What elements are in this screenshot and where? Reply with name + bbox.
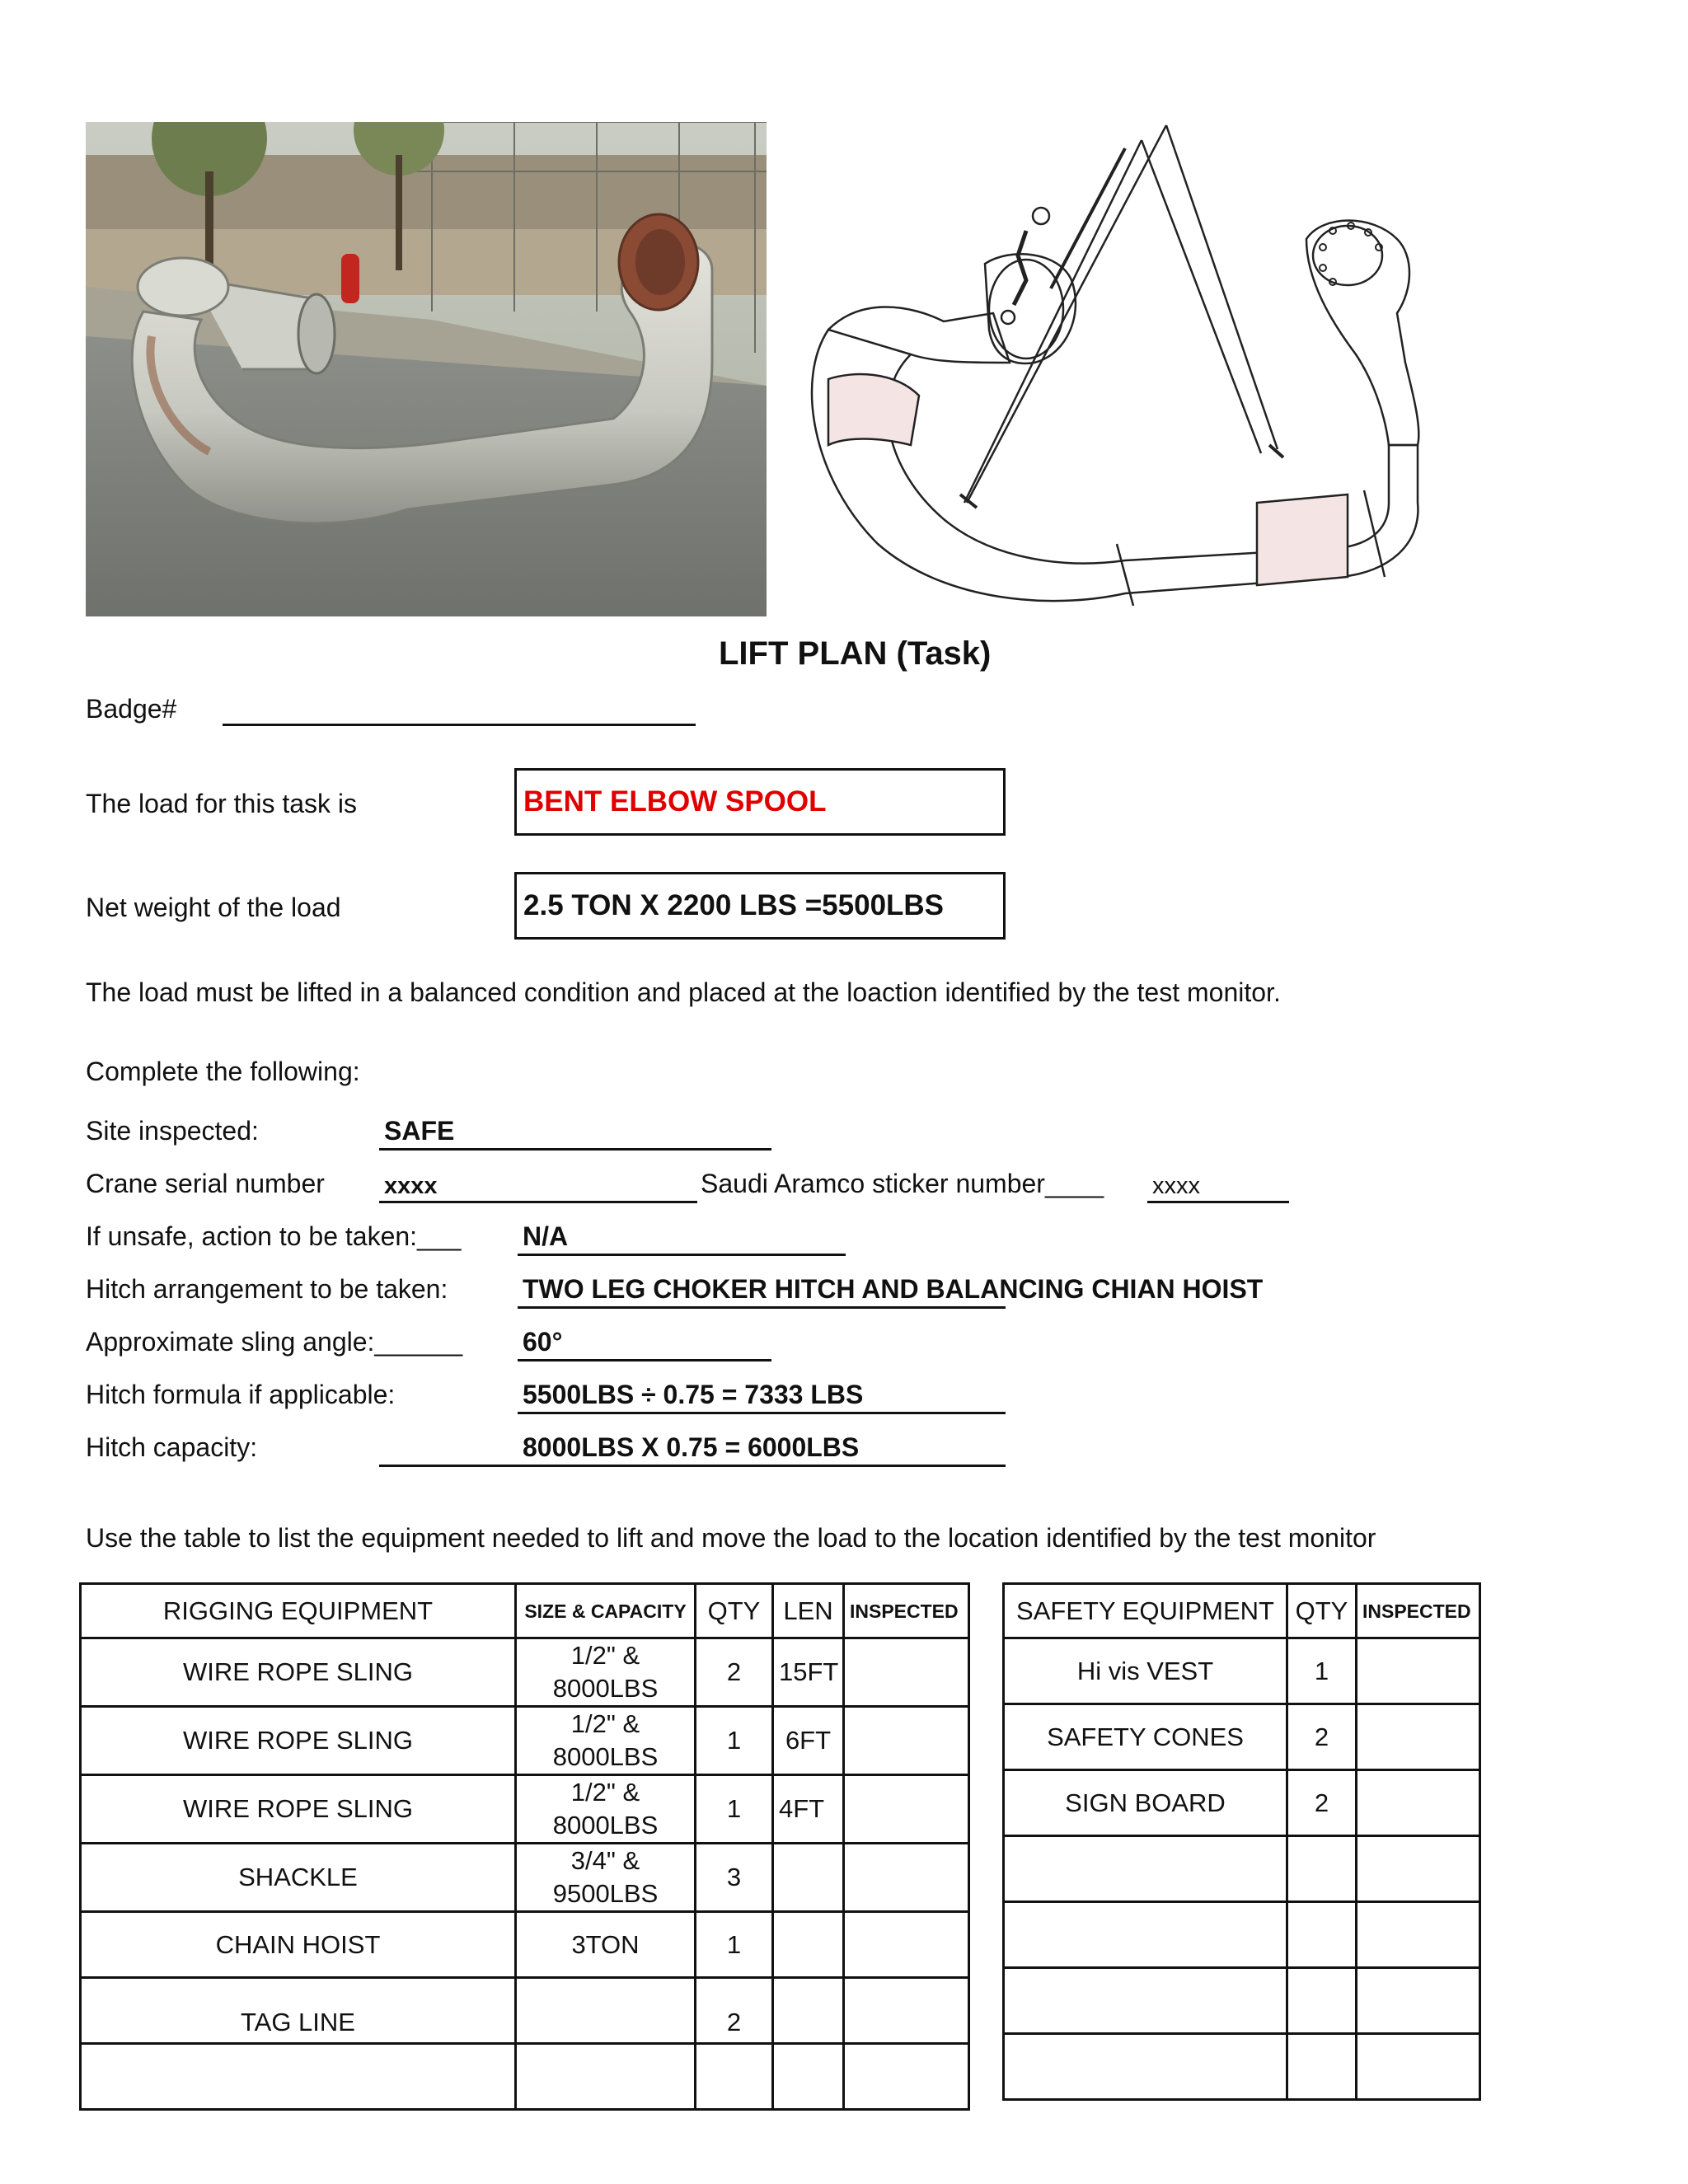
table-instruction: Use the table to list the equipment needed to lift and move the load to the location identified by the test monitor [86,1523,1376,1553]
load-label: The load for this task is [86,789,358,818]
table-row [81,2044,969,2110]
table-row [1004,1638,1480,1704]
rigging-inspected[interactable] [844,1912,969,1978]
table-row [1004,1770,1480,1836]
table-row [81,1638,969,1707]
rigging-len[interactable] [773,2044,844,2110]
rigging-size[interactable] [516,2044,696,2110]
crane-serial-value: xxxx [384,1173,438,1199]
safety-qty[interactable] [1287,1836,1357,1902]
net-weight-value-box[interactable]: 2.5 TON X 2200 LBS =5500LBS [514,872,1006,940]
hitch-formula-field[interactable] [518,1412,1006,1414]
sticker-label: Saudi Aramco sticker number____ [701,1169,1104,1198]
rigging-size[interactable] [516,1707,696,1775]
rigging-item[interactable]: CHAIN HOIST [81,1912,516,1978]
load-value-box[interactable]: BENT ELBOW SPOOL [514,768,1006,836]
sling-angle-label: Approximate sling angle:______ [86,1327,463,1357]
safety-qty[interactable]: 2 [1287,1770,1357,1836]
rigging-len[interactable] [773,1844,844,1912]
safety-header-row [1004,1584,1480,1638]
rigging-header-item: RIGGING EQUIPMENT [81,1584,516,1638]
rigging-size-line: 1/2" & [570,1709,640,1738]
site-inspected-label: Site inspected: [86,1116,259,1146]
rigging-size[interactable] [516,1978,696,2044]
rigging-qty[interactable] [696,2044,773,2110]
safety-qty[interactable]: 1 [1287,1638,1357,1704]
table-row [81,1912,969,1978]
safety-qty[interactable] [1287,2034,1357,2100]
load-photo [86,122,767,616]
safety-inspected[interactable] [1357,1902,1480,1968]
safety-qty[interactable] [1287,1968,1357,2034]
table-row [81,1707,969,1775]
safety-inspected[interactable] [1357,1704,1480,1770]
safety-qty[interactable] [1287,1902,1357,1968]
rigging-qty[interactable]: 2 [696,1978,773,2044]
rigging-size[interactable]: 3TON [516,1912,696,1978]
site-inspected-value: SAFE [384,1116,455,1146]
safety-inspected[interactable] [1357,1638,1480,1704]
pipe-photo-image [86,122,767,616]
hitch-arrangement-label: Hitch arrangement to be taken: [86,1274,448,1304]
unsafe-action-value: N/A [523,1221,569,1251]
safety-item[interactable] [1004,1836,1287,1902]
safety-header-inspected: INSPECTED [1357,1584,1480,1638]
hitch-formula-label: Hitch formula if applicable: [86,1380,396,1409]
safety-inspected[interactable] [1357,1770,1480,1836]
badge-field[interactable] [223,724,696,726]
rigging-inspected[interactable] [844,1707,969,1775]
rigging-item[interactable] [81,2044,516,2110]
safety-inspected[interactable] [1357,2034,1480,2100]
site-inspected-field[interactable] [379,1148,771,1151]
rigging-inspected[interactable] [844,2044,969,2110]
table-row [1004,1968,1480,2034]
unsafe-action-label: If unsafe, action to be taken:___ [86,1221,462,1251]
crane-serial-label: Crane serial number [86,1169,325,1198]
rigging-qty[interactable]: 1 [696,1775,773,1844]
rigging-capacity-line: 8000LBS [552,1742,659,1771]
safety-item[interactable]: SAFETY CONES [1004,1704,1287,1770]
rigging-inspected[interactable] [844,1978,969,2044]
safety-item[interactable]: Hi vis VEST [1004,1638,1287,1704]
page-title: LIFT PLAN (Task) [719,635,992,672]
table-row [1004,1902,1480,1968]
rigging-qty[interactable]: 1 [696,1707,773,1775]
rigging-size[interactable] [516,1844,696,1912]
hitch-capacity-value: 8000LBS X 0.75 = 6000LBS [523,1432,860,1462]
rigging-item[interactable]: TAG LINE [81,1978,516,2044]
table-row [1004,1704,1480,1770]
hitch-arrangement-field[interactable] [518,1306,1006,1309]
safety-qty[interactable]: 2 [1287,1704,1357,1770]
sticker-field[interactable] [1147,1201,1289,1203]
rigging-item[interactable]: SHACKLE [81,1844,516,1912]
sling-angle-field[interactable] [518,1359,771,1361]
complete-heading: Complete the following: [86,1057,360,1086]
rigging-header-len: LEN [773,1584,844,1638]
safety-item[interactable] [1004,1902,1287,1968]
rigging-inspected[interactable] [844,1775,969,1844]
rigging-header-inspected: INSPECTED [844,1584,969,1638]
rigging-equipment-table [79,1582,970,2111]
crane-serial-field[interactable] [379,1201,697,1203]
rigging-header-row [81,1584,969,1638]
hitch-capacity-label: Hitch capacity: [86,1432,258,1462]
table-row [1004,1836,1480,1902]
hitch-capacity-field[interactable] [379,1465,1006,1467]
sticker-value: xxxx [1152,1173,1200,1199]
safety-inspected[interactable] [1357,1968,1480,2034]
rigging-sketch-drawing [779,115,1438,626]
safety-header-item: SAFETY EQUIPMENT [1004,1584,1287,1638]
table-row [81,1978,969,2044]
rigging-len[interactable]: 4FT [773,1775,844,1844]
rigging-size[interactable] [516,1638,696,1707]
safety-item[interactable]: SIGN BOARD [1004,1770,1287,1836]
rigging-len[interactable]: 6FT [773,1707,844,1775]
rigging-len[interactable]: 15FT [773,1638,844,1707]
rigging-inspected[interactable] [844,1844,969,1912]
rigging-inspected[interactable] [844,1638,969,1707]
rigging-len[interactable] [773,1978,844,2044]
load-instruction: The load must be lifted in a balanced condition and placed at the loaction identified by the test monitor. [86,977,1281,1007]
rigging-item[interactable]: WIRE ROPE SLING [81,1638,516,1707]
rigging-size[interactable] [516,1775,696,1844]
hitch-arrangement-value: TWO LEG CHOKER HITCH AND BALANCING CHIAN HOIST [523,1274,1264,1304]
rigging-header-size: SIZE & CAPACITY [516,1584,696,1638]
rigging-capacity-line: 8000LBS [552,1811,659,1840]
rigging-header-qty: QTY [696,1584,773,1638]
table-row [81,1844,969,1912]
rigging-capacity-line: 8000LBS [552,1674,659,1703]
rigging-item[interactable]: WIRE ROPE SLING [81,1775,516,1844]
rigging-item[interactable]: WIRE ROPE SLING [81,1707,516,1775]
unsafe-action-field[interactable] [518,1254,846,1256]
safety-item[interactable] [1004,1968,1287,2034]
sling-angle-value: 60° [523,1327,563,1357]
safety-inspected[interactable] [1357,1836,1480,1902]
rigging-qty[interactable]: 1 [696,1912,773,1978]
rigging-sketch [779,115,1438,626]
hitch-formula-value: 5500LBS ÷ 0.75 = 7333 LBS [523,1380,864,1409]
safety-item[interactable] [1004,2034,1287,2100]
rigging-size-line: 3/4" & [570,1846,640,1875]
net-weight-label: Net weight of the load [86,893,341,922]
rigging-qty[interactable]: 3 [696,1844,773,1912]
badge-label: Badge# [86,694,177,724]
safety-header-qty: QTY [1287,1584,1357,1638]
table-row [81,1775,969,1844]
table-row [1004,2034,1480,2100]
rigging-size-line: 1/2" & [570,1641,640,1670]
safety-equipment-table [1002,1582,1481,2101]
rigging-len[interactable] [773,1912,844,1978]
rigging-qty[interactable]: 2 [696,1638,773,1707]
rigging-capacity-line: 9500LBS [552,1879,659,1908]
rigging-size-line: 1/2" & [570,1778,640,1807]
